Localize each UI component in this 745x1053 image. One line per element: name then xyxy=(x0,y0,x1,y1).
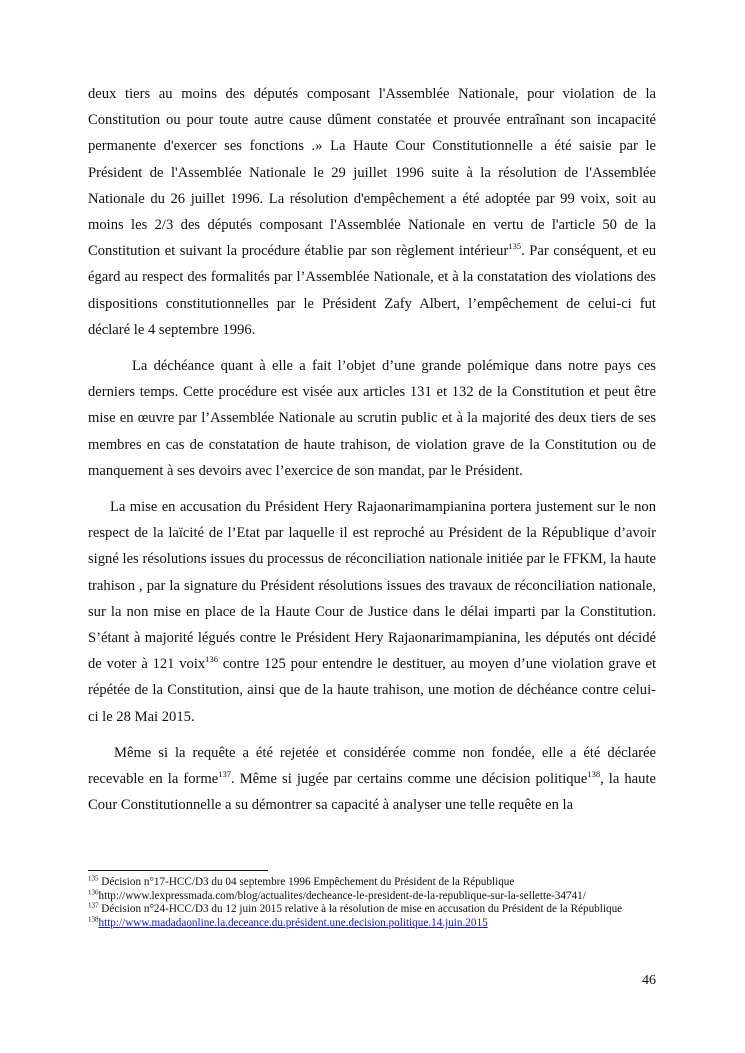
footnote-ref-137[interactable]: 137 xyxy=(218,769,231,780)
footnote-ref-135[interactable]: 135 xyxy=(508,241,522,252)
paragraph-3: La mise en accusation du Président Hery Rajaonarimampianina portera justement sur le non respect de la laïcité de l’Etat par laquelle il est reproché au Président de la République d’avoir signé les résolutions issues du processus de réconciliation nationale initiée par le FFKM, la haute trahison , par la signature du Président résolutions issues des travaux de réconciliation nationale, sur la non mise en place de la Haute Cour de Justice dans le délai imparti par la Constitution. S’étant à majorité légués contre le Président Hery Rajaonarimampianina, les députés ont décidé de voter à 121 voix$^{136}$ contre 125 pour entendre le destituer, au moyen d’une violation grave et répétée de la Constitution, ainsi que de la haute trahison, une motion de déchéance contre celui-ci le 28 Mai 2015. xyxy=(88,499,656,725)
footnote-136-url[interactable]: http://www.lexpressmada.com/blog/actualites/decheance-le-president-de-la-republique-sur-la-sellette-34741/ xyxy=(98,889,586,902)
footnote-138-link[interactable]: http://www.madadaonline.la.deceance.du.président.une.decision.politique.14.juin.2015 xyxy=(98,916,488,929)
paragraph-2: La déchéance quant à elle a fait l’objet d’une grande polémique dans notre pays ces derniers temps. Cette procédure est visée aux articles 131 et 132 de la Constitution et peut être mise en œuvre par l’Assemblée Nationale au scrutin public et à la majorité des deux tiers de ses membres en cas de constatation de haute trahison, de violation grave de la Constitution ou de manquement à ses devoirs avec l’exercice de son mandat, par le Président. xyxy=(88,358,656,479)
footnote-ref-136[interactable]: 136 xyxy=(205,654,218,665)
footnote-ref-138[interactable]: 138 xyxy=(587,769,601,780)
paragraph-4: Même si la requête a été rejetée et considérée comme non fondée, elle a été déclarée recevable en la forme$^{137}$. Même si jugée par certains comme une décision politique$^{138}$, la haute Cour Constitutionnelle a su démontrer sa capacité à analyser une telle requête en la xyxy=(88,744,656,814)
footnote-137: $^{137}$ Décision n°24-HCC/D3 du 12 juin 2015 relative à la résolution de mise en accusation du Président de la République xyxy=(88,901,623,916)
footnote-138: $^{138}$http://www.madadaonline.la.deceance.du.président.une.decision.politique.14.juin.2015 xyxy=(88,915,488,929)
footnote-136: $^{136}$http://www.lexpressmada.com/blog/actualites/decheance-le-president-de-la-republique-sur-la-sellette-34741/ xyxy=(88,887,586,902)
body-text xyxy=(88,81,656,818)
footnote-135: $^{135}$ Décision n°17-HCC/D3 du 04 septembre 1996 Empêchement du Président de la République xyxy=(88,874,515,888)
paragraph-1: deux tiers au moins des députés composant l'Assemblée Nationale, pour violation de la Constitution ou pour toute autre cause dûment constatée et prouvée entraînant son incapacité permanente d'exercer ses fonctions .» La Haute Cour Constitutionnelle a été saisie par le Président de l'Assemblée Nationale le 29 juillet 1996 suite à la résolution de l'Assemblée Nationale du 26 juillet 1996. La résolution d'empêchement a été adoptée par 99 voix, soit au moins les 2/3 des députés composant l'Assemblée Nationale en vertu de l'article 50 de la Constitution et suivant la procédure établie par son règlement intérieur$^{135}$. Par conséquent, et eu égard au respect des formalités par l’Assemblée Nationale, et à la constatation des violations des dispositions constitutionnelles par le Président Zafy Albert, l’empêchement de celui-ci fut déclaré le 4 septembre 1996. xyxy=(88,86,656,338)
page-number: 46 xyxy=(642,973,656,988)
footnotes xyxy=(88,876,656,930)
footnote-separator xyxy=(88,870,268,871)
